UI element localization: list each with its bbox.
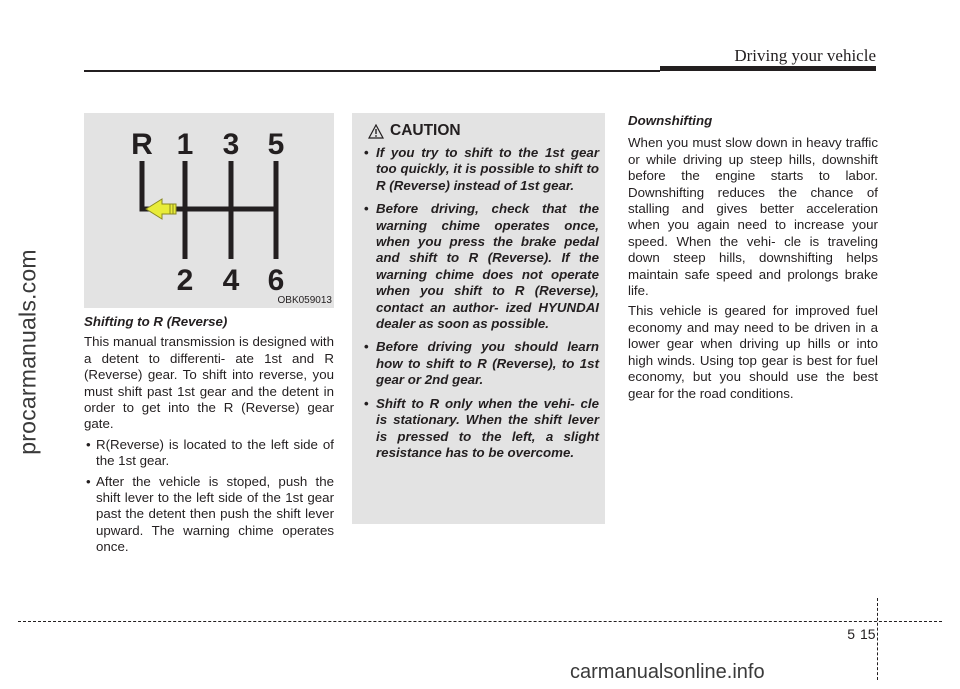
- caution-list: [362, 145, 599, 468]
- gear-label-3: 3: [222, 128, 240, 161]
- footer-rule: [18, 621, 942, 622]
- caution-title: CAUTION: [390, 122, 461, 139]
- gear-label-6: 6: [267, 264, 285, 297]
- reverse-bullet: • R(Reverse) is located to the left side of the 1st gear.: [84, 437, 334, 470]
- header-rule-accent: [660, 66, 876, 71]
- caution-item: • Before driving, check that the warning chime operates once, when you press the brake pedal and shift to R (Reverse). If the warning chime does not operate when you shift to R (Reverse), contact an author- ized HYUNDAI dealer as soon as possible.: [362, 201, 599, 332]
- page-number: 15: [860, 626, 876, 642]
- bottom-watermark: carmanualsonline.info: [570, 661, 765, 683]
- page-number-separator: [877, 598, 878, 680]
- figure-code: OBK059013: [277, 295, 332, 306]
- gear-label-4: 4: [222, 264, 240, 297]
- gear-pattern-diagram: [84, 113, 334, 308]
- gear-label-2: 2: [176, 264, 194, 297]
- caution-item: • Before driving you should learn how to shift to R (Reverse), to 1st gear or 2nd gear.: [362, 339, 599, 388]
- chapter-number: 5: [847, 626, 855, 642]
- caution-item: • Shift to R only when the vehi- cle is stationary. When the shift lever is pressed to the left, a slight resistance has to be overcome.: [362, 396, 599, 462]
- side-watermark: procarmanuals.com: [14, 249, 41, 455]
- downshifting-section: [628, 113, 878, 406]
- section-title: Driving your vehicle: [734, 46, 876, 65]
- gear-label-5: 5: [267, 128, 285, 161]
- downshifting-subheading: Downshifting: [628, 113, 713, 128]
- gear-label-r: R: [131, 128, 153, 161]
- caution-header: [368, 121, 461, 141]
- reverse-section: [84, 314, 334, 560]
- reverse-subheading: Shifting to R (Reverse): [84, 314, 228, 329]
- reverse-bullet: • After the vehicle is stoped, push the shift lever to the left side of the 1st gear past the detent then push the shift lever upward. The warning chime operates once.: [84, 474, 334, 556]
- header-rule: [84, 70, 660, 72]
- caution-box: [352, 113, 605, 524]
- reverse-paragraph: This manual transmission is designed with a detent to differenti- ate 1st and R (Reverse) gear. To shift into reverse, you must shift past 1st gear and the detent in order to get into the R (Reverse) gear gate.: [84, 334, 334, 432]
- downshifting-paragraph: When you must slow down in heavy traffic or while driving up steep hills, downshift before the engine starts to labor. Downshifting reduces the chance of stalling and gives better acceleration when you again need to increase your speed. When the vehi- cle is traveling down steep hills, downshifting helps maintain safe speed and prolongs brake life.: [628, 135, 878, 299]
- caution-item: • If you try to shift to the 1st gear too quickly, it is possible to shift to R (Reverse) instead of 1st gear.: [362, 145, 599, 194]
- warning-triangle-icon: [368, 124, 384, 139]
- arrow-icon: [146, 199, 176, 219]
- downshifting-paragraph: This vehicle is geared for improved fuel economy and may need to be driven in a lower gear when driving up hills or into high winds. Using top gear is best for fuel economy, but you should use the best gear for the road conditions.: [628, 303, 878, 401]
- gear-label-1: 1: [176, 128, 194, 161]
- gear-pattern-figure: [84, 113, 334, 308]
